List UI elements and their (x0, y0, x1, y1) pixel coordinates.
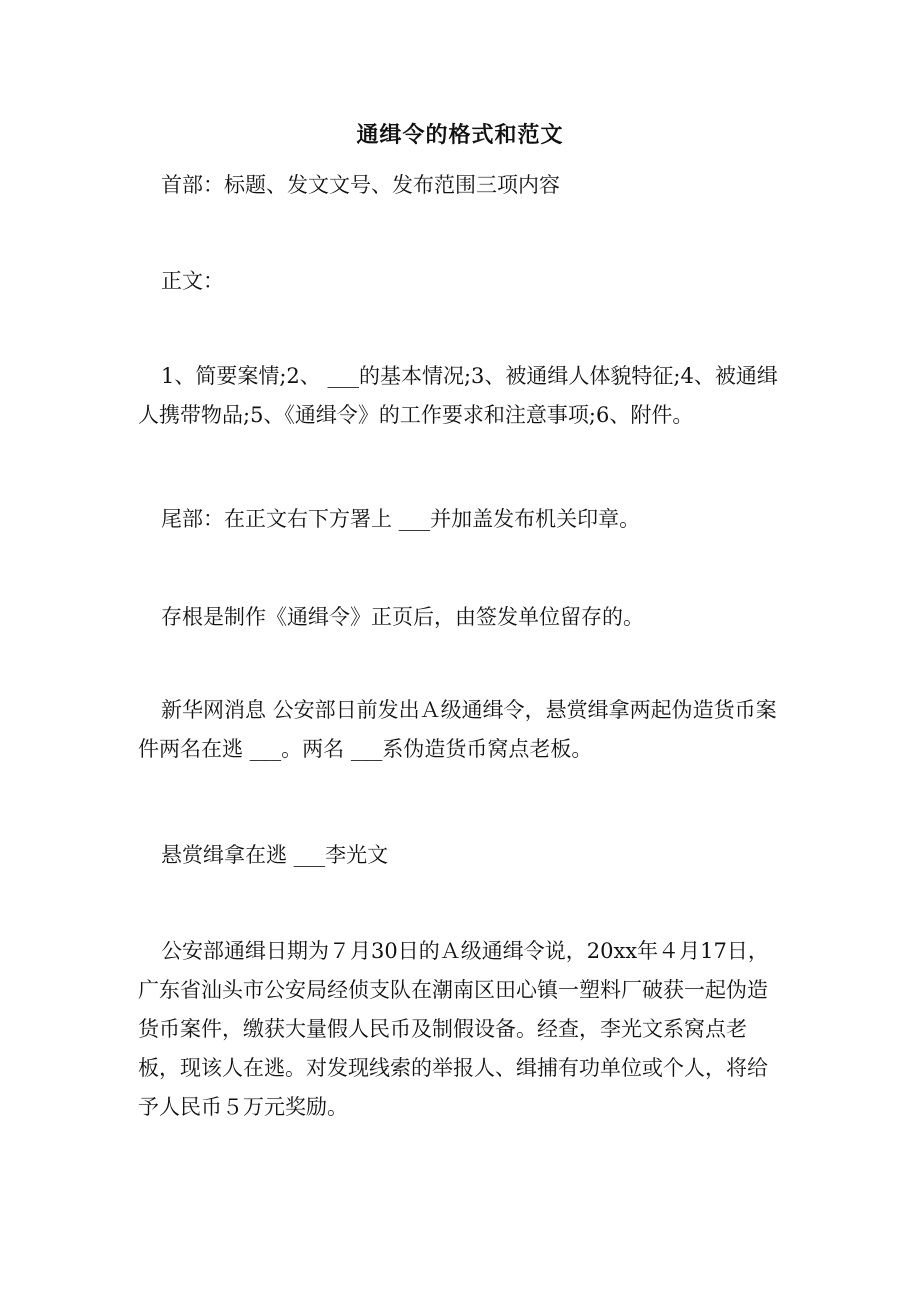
paragraph-case-details: 公安部通缉日期为７月30日的Ａ级通缉令说，20xx年４月17日，广东省汕头市公安局经侦支队在潮南区田心镇一塑料厂破获一起伪造货币案件，缴获大量假人民币及制假设备。经查，李光文系窝点老板，现该人在逃。对发现线索的举报人、缉捕有功单位或个人，将给予人民币５万元奖励。 (138, 939, 769, 1119)
paragraph-stub-note: 存根是制作《通缉令》正页后，由签发单位留存的。 (161, 605, 644, 629)
paragraph-news-intro: 新华网消息 公安部日前发出Ａ级通缉令，悬赏缉拿两起伪造货币案件两名在逃 ___。两名 ___系伪造货币窝点老板。 (138, 698, 777, 761)
paragraph-body-items: 1、简要案情;2、 ___的基本情况;3、被通缉人体貌特征;4、被通缉人携带物品;5、《通缉令》的工作要求和注意事项;6、附件。 (138, 364, 778, 427)
document-title: 通缉令的格式和范文 (356, 122, 564, 148)
paragraph-header-section: 首部：标题、发文文号、发布范围三项内容 (161, 173, 560, 197)
paragraph-wanted-heading: 悬赏缉拿在逃 ___李光文 (161, 843, 389, 867)
paragraph-body-label: 正文： (161, 269, 224, 293)
paragraph-footer-section: 尾部：在正文右下方署上 ___并加盖发布机关印章。 (161, 507, 641, 531)
